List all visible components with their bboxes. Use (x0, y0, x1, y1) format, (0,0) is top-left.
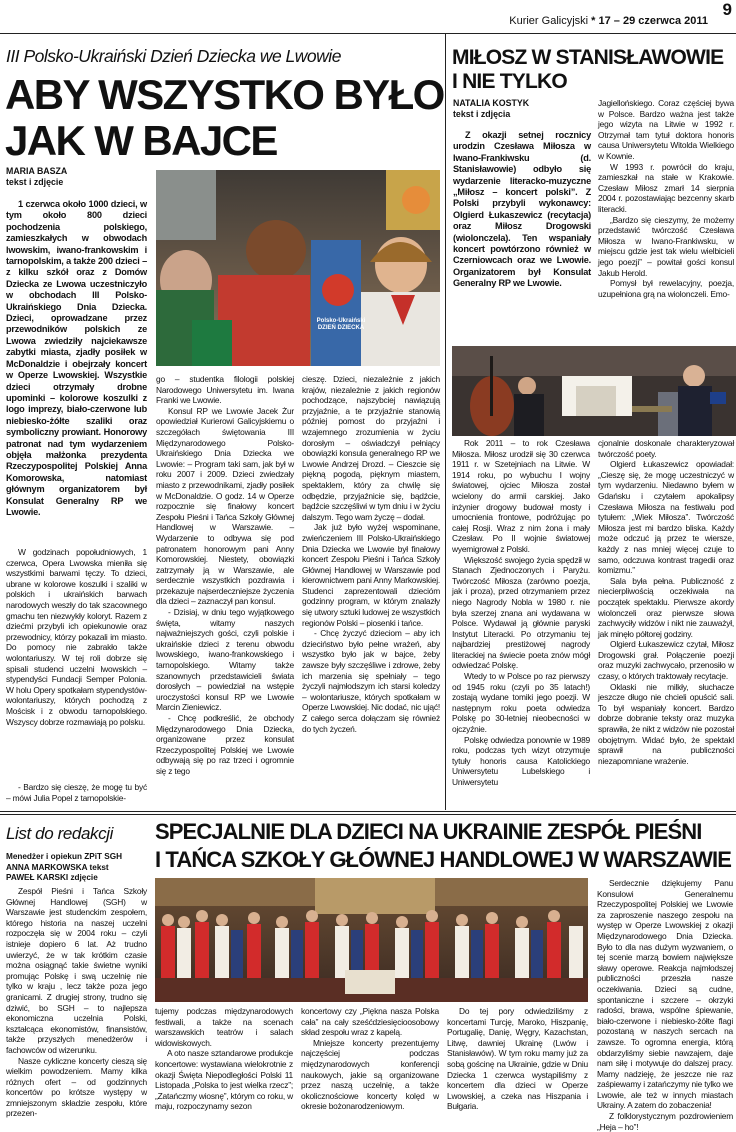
article3-col-b-p1: koncertowy czy „Piękna nasza Polska cała” na cały sześćdziesięcioosobowy skład zespołu wraz z kapelą. (301, 1006, 439, 1038)
article3-byline (6, 852, 122, 884)
article2-col-a (452, 438, 590, 810)
article3-right-p2: Z folklorystycznym pozdrowieniem „Heja – ho”! (597, 1111, 733, 1132)
article2-byline (453, 98, 529, 120)
article3-right-col (597, 878, 733, 1132)
photo-children (156, 170, 440, 366)
byline-author: MARIA BASZA (6, 166, 68, 176)
article1-col3-p3: - Chcę życzyć dzieciom – aby ich dzieciństwo było pełne wrażeń, aby wszystko było jak w bajce, żeby zawsze były szczęśliwe i zdrowe, żeby ich marzenia się spełniały – tego życzyli najmłodszym ich starsi koledzy – wolontariusze, których spotkałam w Operze Lwowskiej. Nic dodać, nic ująć! Z całego serca dołączam się również do tych życzeń. (302, 628, 440, 734)
article1-col3-p1: cieszę. Dzieci, niezależnie z jakich krajów, niezależnie z jakich regionów pochodzące, najszybciej nawiązują przyjaźnie, a te przyjaźnie stanowią później pomost do przyjaźni i wzajemnego zrozumienia w życiu dorosłym – oświadczył pełniący obowiązki konsula generalnego RP we Lwowie Andrzej Drozd. – Cieszcie się piękną pogodą, pięknym miastem, spektaklem, który za chwilę się odbędzie, przyjaźnicie się, bądźcie, bądźcie szczęśliwi w tym dniu i w życiu dalszym. Tego wam życzę – dodał. (302, 374, 440, 522)
ensemble-illustration (155, 878, 588, 1002)
article2-col-a-p1: Rok 2011 – to rok Czesława Miłosza. Miłosz urodził się 30 czerwca 1911 r. w Szetejniach na Litwie. W 1914 roku, po wybuchu I wojny światowej, ojciec Miłosza został wcielony do armii carskiej. Jako inżynier drogowy budował mosty i umocnienia frontowe, podróżując po całej Rosji. Wraz z nim żona i mały Czesław. Po II wojnie światowej wyemigrował z Polski. (452, 438, 590, 554)
article1-kicker: III Polsko-Ukraiński Dzień Dziecka we Lwowie (6, 46, 341, 66)
article2-col-b-p2: Olgierd Łukaszewicz opowiadał: „Cieszę się, że mogę uczestniczyć w tym wydarzeniu. Niedawno byłem w Gdańsku i czytałem apokalipsy Czesława Miłosza na festiwalu pod tytułem: „Wiek Miłosza”. Twórczość Miłosza jest mi bardzo bliska. Każdy może odczuć ją przez te wiersze, każdy z nas mniej więcej czuje to samo, odczuwa kontrast tragedii oraz komizmu.” (598, 459, 734, 576)
article1-col2-p4: - Chcę podkreślić, że obchody Międzynarodowego Dnia Dziecka, organizowane przez konsulat Rzeczypospolitej Polskiej we Lwowie odbywają się po raz trzeci i ogromnie się z tego (156, 713, 294, 776)
article1-title-line1: ABY WSZYSTKO BYŁO (5, 71, 444, 118)
article-divider (445, 34, 446, 810)
article1-byline (6, 166, 67, 188)
article3-col-c (447, 1006, 588, 1112)
article2-col-b-p5: Oklaski nie milkły, słuchacze jeszcze długo nie chcieli opuścić sali. To był wspaniały koncert. Bardzo dobrze dobranie teksty oraz muzyka sprawiła, że nikt z widzów nie pozostał obojętnym. Widać było, że spektakl sprawił na publiczności niezapomniane wrażenie. (598, 681, 734, 766)
article2-col-b (598, 438, 734, 810)
article3-left-p2: Nasze cykliczne koncerty cieszą się wielkim powodzeniem. Mamy kilka różnych ofert – od godzinnych koncertów po krótsze występy w zmniejszonym składzie zespołu, które przezen- (6, 1055, 147, 1119)
article1-lead: 1 czerwca około 1000 dzieci, w tym około 800 dzieci pochodzenia polskiego, zamieszkałych w obwodach lwowskim, iwano-frankowskim i tarnopolskim, a także 200 dzieci – z kilku szkół oraz z Domów Dziecka ze Lwowa uczestniczyło w obchodach III Polsko-Ukraińskiego Dnia Dziecka. Dzieci, oprowadzane przez przewodników polskich ze Lwowa zwiedziły najciekawsze zabytki miasta, zjadły posiłek w McDonaldzie i obejrzały koncert w Operze Lwowskiej. Wszystkie dzieci otrzymały drobne upominki – kolorowe koszulki z logo imprezy, biało-czerwone lub niebiesko-żółte szaliki oraz symboliczny prowiant. Honorowy patronat nad tym wydarzeniem objęła małżonka prezydenta Rzeczypospolitej Polskiej Anna Komorowska, natomiast głównym organizatorem był Konsulat Generalny RP we Lwowie. (6, 199, 147, 517)
article3-left-col (6, 886, 147, 1119)
article3-byline-line2: ANNA MARKOWSKA tekst (6, 862, 109, 872)
article1-col3 (302, 374, 440, 808)
concert-illustration (452, 346, 736, 436)
article3-col-c-p1: Do tej pory odwiedziliśmy z koncertami Turcję, Maroko, Hiszpanię, Portugalię, Danię, Węgry, Kazachstan, Litwę, dawniej Ukrainę (Lwów i Stanisławów). W tym roku mamy już za sobą gościnę na Ukrainie, gdzie w Dniu Dziecka 1 czerwca wystąpiliśmy z koncertem dla dzieci w Operze Lwowskiej, a czeka nas Hiszpania i Bułgaria. (447, 1006, 588, 1112)
article2-title-line1: MIŁOSZ W STANISŁAWOWIE (452, 46, 724, 69)
article3-col-a-p2: A oto nasze sztandarowe produkcje koncertowe: wystawiana wielokrotnie z okazji Święta Niepodległości Polski 11 Listopada „Polska to jest wielka rzecz”; „Zatańczmy wiosnę”, którym co roku, w maju, rozpoczynamy sezon (155, 1048, 293, 1112)
page-number: 9 (722, 0, 732, 19)
article1-col2-p3: - Dzisiaj, w dniu tego wyjątkowego święta, witamy naszych najważniejszych gości, czyli polskie i ukraińskie dzieci z terenu obwodu lwowskiego, iwano-frankowskiego i tarnopolskiego. Witamy także szanownych przedstawicieli świata dorosłych – powiedział na wstępie uroczystości konsul RP we Lwowie Marcin Zieniewicz. (156, 607, 294, 713)
article3-col-b (301, 1006, 439, 1112)
article2-right-p4: Pomysł był rewelacyjny, poezja, uzupełniona grą na wiolonczeli. Emo- (598, 278, 734, 299)
article3-title-line2: I TAŃCA SZKOŁY GŁÓWNEJ HANDLOWEJ W WARSZAWIE (155, 847, 731, 872)
article2-title-line2: I NIE TYLKO (452, 70, 567, 93)
article3-col-a-p1: tujemy podczas międzynarodowych festiwali, a także na scenach warszawskich teatrów i salach widowiskowych. (155, 1006, 293, 1048)
article2-col-a-p2: Większość swojego życia spędził w Stanach Zjednoczonych i Paryżu. Twórczość Miłosza (zarówno poezja, jak i proza), przed otrzymaniem przez niego Nagrody Nobla w 1980 r. nie była szerzej znana ani wydawana w Polsce. Wydawał ją głównie paryski Instytut Literacki. Po otrzymaniu tej najbardziej prestiżowej nagrody literackiej na świecie poeta znów mógł odwiedzać Polskę. (452, 554, 590, 671)
article1-col1-paragraph: W godzinach popołudniowych, 1 czerwca, Opera Lwowska mieniła się wszystkimi barwami tęczy. To dzieci, ubrane w kolorowe koszulki i szaliki w polskich i ukraińskich barwach narodowych weszły do tak szacownego gmachu ten niezwykły koloryt. Razem z dziećmi przybyli ich opiekunowie oraz przewodnicy, którzy pokazali im miasto. Do pomocy nie zabrakło także wolontariuszy. W tej roli dobrze się spisali studenci uczelni lwowskich – stypendyści Fundacji Semper Polonia. W holu Opery spotkałam stypendystów-wolontariuszy, których pochodzą z Mościsk i z obwodu tarnopolskiego. Wszyscy dobrze rozmawiają po polsku. (6, 547, 147, 727)
tshirt-label-line1: Polsko-Ukraiński (316, 318, 366, 324)
article3-section-label: List do redakcji (6, 824, 113, 843)
article3-byline-line1: Menedżer i opiekun ZPiT SGH (6, 852, 123, 861)
byline-credit: tekst i zdjęcie (6, 177, 64, 187)
article1-col3-p2: Jak już było wyżej wspominane, zwieńczeniem III Polsko-Ukraińskiego Dnia Dziecka we Lwowie był finałowy koncert Zespołu Pieśni i Tańca Szkoły Głównej Handlowej w Warszawie pod kierownictwem pani Anny Markowskiej. Studenci zaprezentowali dziecióm godzinny program, w którym znalazły się utwory sztuki ludowej ze wszystkich regionów Polski – piosenki i tańce. (302, 522, 440, 628)
article2-byline-author: NATALIA KOSTYK (453, 98, 530, 108)
article2-col-b-p1: cjonalnie doskonale charakteryzował twórczość poety. (598, 438, 734, 459)
article3-byline-line3: PAWEŁ KARSKI zdjęcie (6, 873, 98, 882)
page-header (0, 0, 736, 34)
article3-title-line1: SPECJALNIE DLA DZIECI NA UKRAINIE ZESPÓŁ PIEŚNI (155, 819, 702, 844)
article3-col-b-p2: Mniejsze koncerty prezentujemy najczęściej podczas międzynarodowych konferencji naukowych, jakie są organizowane przez naszą uczelnię, a także okolicznościowe koncerty kolęd w okresie bożonarodzeniowym. (301, 1037, 439, 1112)
article2-byline-credit: tekst i zdjęcia (453, 109, 511, 119)
header-rule (0, 33, 736, 34)
article1-col1-tail: - Bardzo się cieszę, że mogę tu być – mówi Julia Popel z tarnopolskie- (6, 782, 147, 803)
article1-title-line2: JAK W BAJCE (5, 117, 277, 164)
tshirt-label-line2: DZIEŃ DZIECKA (317, 325, 365, 331)
section-rule (0, 811, 736, 812)
section-rule-2 (0, 814, 736, 815)
issue-date: * 17 – 29 czerwca 2011 (591, 15, 708, 27)
children-illustration (156, 170, 440, 366)
masthead (509, 15, 708, 27)
article3-col-a (155, 1006, 293, 1112)
article1-col2-p1: go – studentka filologii polskiej Narodowego Uniwersytetu im. Iwana Franki we Lwowie. (156, 374, 294, 406)
photo-concert (452, 346, 736, 436)
article2-col-b-p3: Sala była pełna. Publiczność z niecierpliwością oczekiwała na początek spektaklu. Pierwsze akordy wiolonczeli oraz pierwsze słowa zachwyciły widzów i nikt nie zauważył, jak minęło półtorej godziny. (598, 575, 734, 639)
article3-left-p1: Zespół Pieśni i Tańca Szkoły Głównej Handlowej (SGH) w Warszawie jest studenckim zespołem, którego historia na naszej uczelni rozpoczęła się w 2004 roku – czyli istnieje dopiero 6 lat. Aż trudno uwierzyć, że w tak krótkim czasie można osiągnąć takie świetne wyniki promując Polskę i swą uczelnię nie tylko w kraju , lecz także poza jego granicami. Z drugiej strony, trudno się dziwić, bo SGH – to najlepsza ekonomiczna uczelnia Polski, kształcąca ekonomistów, finansistów, także przyszłych menedżerów i fachowców od wizerunku. (6, 886, 147, 1055)
article2-right-col (598, 98, 734, 346)
article2-lead: Z okazji setnej rocznicy urodzin Czesława Miłosza w Iwano-Frankiwsku (d. Stanisławowie) odbyło się wydarzenie literacko-muzyczne „Miłosz – koncert polski”. Z Polski przybyli wykonawcy: Olgierd Łukaszewicz (recytacja) oraz Miłosz Drogowski (wiolonczela). Ten wspaniały koncert powtórzono również w Czerniowcach oraz we Lwowie. Organizatorem był Konsulat Generalny RP we Lwowie. (453, 130, 591, 289)
article3-right-p1: Serdecznie dziękujemy Panu Konsulowi Generalnemu Rzeczypospolitej Polskiej we Lwowie za zaproszenie naszego zespołu na występ w Operze Lwowskiej z okazji Międzynarodowego Dnia Dziecka. Było to dla nas dużym wyzwaniem, o tej scenie marzą bowiem największe sławy operowe. Reakcja najmłodszej publiczności przeszła nasze oczekiwania. Dzieci są cudne, spontaniczne i szczere – okrzyki radości, brawa, wspólne śpiewanie, biało-czerwone i niebiesko-żółte flagi pozostaną w naszych sercach na zawsze. To ogromna energia, którą obdarzyliśmy siebie nawzajem, daje nam siłę i motywuje do dalszej pracy. Mamy nadzieję, że jeszcze nie raz zaśpiewamy i zatańczymy nie tylko we Lwowie, ale też w innych miastach Ukrainy. A zatem do zobaczenia! (597, 878, 733, 1111)
article2-col-a-p4: Polskę odwiedza ponownie w 1989 roku, podczas tych wizyt otrzymuje tytuły honoris causa Katolickiego Uniwersytetu Lubelskiego i Uniwersytetu (452, 734, 590, 787)
article2-right-p2: W 1993 r. powrócił do kraju, zamieszkał na stałe w Krakowie. Czesław Miłosz zmarł 14 sierpnia 2004 r. pozostawiając bezcenny skarb literacki. (598, 161, 734, 214)
masthead-title: Kurier Galicyjski (509, 15, 589, 27)
article2-col-a-p3: Wtedy to w Polsce po raz pierwszy od 1945 roku (czyli po 35 latach!) zostają wydane tomiki jego poezji. W następnym roku poeta odwiedza Polskę po 30-letniej nieobecności w ojczyźnie. (452, 671, 590, 735)
tshirt-label (316, 318, 366, 332)
article2-right-p1: Jagiellońskiego. Coraz częściej bywa w Polsce. Bardzo ważna jest także jego wizyta na Litwie w 1992 r. Otrzymał tam tytuł doktora honoris causa Uniwersytetu Witolda Wielkiego w Kownie. (598, 98, 734, 161)
article1-col2 (156, 374, 294, 808)
photo-ensemble (155, 878, 588, 1002)
article2-right-p3: „Bardzo się cieszymy, że możemy przedstawić twórczość Czesława Miłosza w Iwano-Frankiwsku, w miejscu gdzie jest tak wielu wielbicieli jego poezji” – powitał gości konsul Jakub Herold. (598, 214, 734, 278)
article1-col2-p2: Konsul RP we Lwowie Jacek Żur opowiedział Kurierowi Galicyjskiemu o szczegółach świętowania III Międzynarodowego Polsko-Ukraińskiego Dnia Dziecka we Lwowie: – Program taki sam, jak był w roku 2007 i 2009. Dzieci zwiedzały miasto z przewodnikami, zjadły posiłek w McDonaldzie. O godz. 14 w Operze rozpocznie się finałowy koncert Zespołu Pieśni i Tańca Szkoły Głównej Handlowej w Warszawie. – Wydarzenie to odbywa się pod patronatem honorowym pani Anny Komorowskiej. Niestety, obowiązki zatrzymały ją w Warszawie, ale serdecznie wszystkich pozdrawia i przekazuje najserdeczniejsze życzenia dla dzieci – zaznaczył pan konsul. (156, 405, 294, 607)
article2-col-b-p4: Olgierd Łukaszewicz czytał, Miłosz Drogowski grał. Połączenie poezji oraz muzyki zachwycało, przenosiło w czasy, o których traktowały recytacje. (598, 639, 734, 682)
